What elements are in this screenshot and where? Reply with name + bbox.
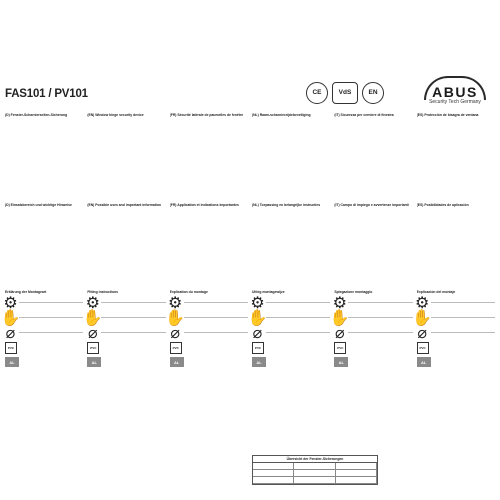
intro-text — [5, 119, 83, 203]
intro-text — [87, 119, 165, 203]
legend-title: Uitleg montagewijze — [251, 290, 285, 294]
ce-icon: CE — [306, 82, 328, 104]
abus-logo — [420, 76, 490, 105]
material-icon: PVC — [87, 342, 99, 354]
certification-icons — [306, 82, 384, 104]
column-title: (IT) Sicurezza per cerniere di finestra — [334, 113, 394, 117]
drill-icon: ⌀ — [417, 324, 427, 342]
drill-icon: ⌀ — [252, 324, 263, 342]
column-title: (FR) Sécurité latérale de paumelles de fenêtre — [169, 113, 244, 117]
intro-text — [417, 119, 495, 203]
screw-icon: ⚙ — [167, 294, 183, 312]
aluminium-badge: AL — [5, 357, 19, 367]
legend-it — [329, 290, 412, 367]
column-title: (EN) Window hinge security device — [87, 113, 144, 117]
hand-icon: ✋ — [82, 309, 103, 327]
material-icon: PVC — [170, 342, 182, 354]
hand-icon: ✋ — [165, 309, 186, 327]
legend-title: Fitting instructions — [87, 290, 119, 294]
legend-nl — [247, 290, 330, 367]
screw-icon: ⚙ — [414, 294, 430, 312]
legend-de — [0, 290, 83, 367]
legend-en — [82, 290, 165, 367]
drill-icon: ⌀ — [5, 324, 16, 342]
screw-icon: ⚙ — [3, 294, 18, 312]
vds-icon: VdS — [332, 82, 358, 104]
aluminium-badge: AL — [252, 357, 266, 367]
screw-icon: ⚙ — [85, 294, 100, 312]
section-title: (ES) Posibilidades de aplicación — [416, 203, 469, 208]
hand-icon: ✋ — [329, 309, 350, 327]
column-title: (ES) Protección de bisagra de ventana — [416, 113, 479, 117]
section-title: (FR) Application et indications importantes — [169, 203, 239, 208]
section-title: (D) Einsatzbereich und wichtige Hinweise — [5, 203, 72, 208]
intro-text — [170, 119, 248, 203]
section-title: (IT) Campo di impiego e avvertenze importanti — [334, 203, 409, 208]
intro-text — [334, 119, 412, 203]
section-title: (NL) Toepassing en belangrijke instructies — [251, 203, 321, 208]
brand-tagline: Security Tech Germany — [429, 99, 481, 105]
screw-icon: ⚙ — [250, 294, 265, 312]
legend-fr — [165, 290, 248, 367]
aluminium-badge: AL — [87, 357, 101, 367]
hand-icon: ✋ — [0, 309, 21, 327]
legend-es — [412, 290, 495, 367]
aluminium-badge: AL — [170, 357, 184, 367]
section-title: (EN) Possible uses and important information — [87, 203, 161, 208]
drill-icon: ⌀ — [88, 324, 98, 342]
drill-icon: ⌀ — [334, 324, 345, 342]
material-icon: PVC — [334, 342, 346, 354]
hand-icon: ✋ — [247, 309, 268, 327]
en-icon: EN — [362, 82, 384, 104]
aluminium-badge: AL — [417, 357, 431, 367]
intro-text — [252, 119, 330, 203]
legend-title: Spiegazione montaggio — [334, 290, 373, 294]
column-title: (D) Fenster-Scharnierseiten-Sicherung — [5, 113, 68, 117]
brand-name: ABUS — [432, 84, 478, 100]
model-title: FAS101 / PV101 — [5, 88, 88, 100]
material-icon: PVC — [417, 342, 429, 354]
aluminium-badge: AL — [334, 357, 348, 367]
legend-title: Explicación del montaje — [416, 290, 456, 294]
material-icon: PVC — [5, 342, 17, 354]
material-icon: PVC — [252, 342, 264, 354]
hand-icon: ✋ — [412, 309, 433, 327]
column-title: (NL) Raam-scharnierzijdebeveiliging — [251, 113, 311, 117]
legend-title: Explication du montage — [169, 290, 208, 294]
screw-icon: ⚙ — [332, 294, 347, 312]
overview-table — [252, 455, 378, 485]
legend-columns — [0, 290, 495, 367]
table-title: Übersicht der Fenster-Sicherungen — [253, 456, 377, 463]
legend-title: Erklärung der Montageart — [5, 290, 47, 294]
drill-icon: ⌀ — [170, 324, 180, 342]
